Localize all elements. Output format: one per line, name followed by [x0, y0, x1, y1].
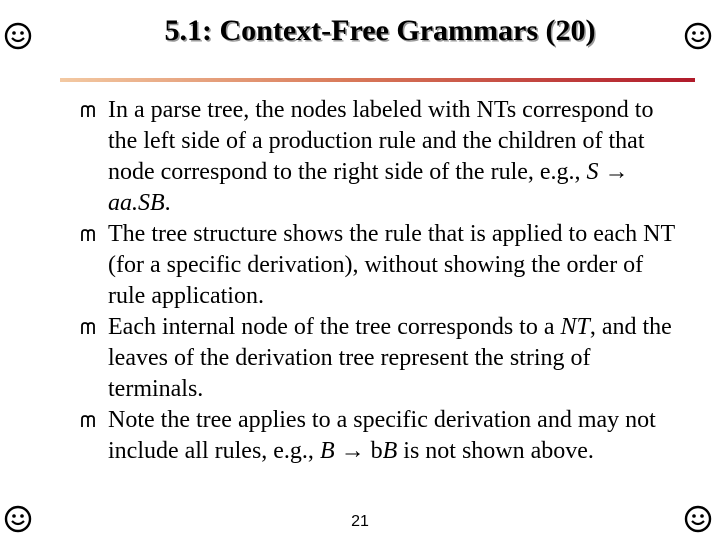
bullet-text: Each internal node of the tree corresponds to a — [108, 314, 561, 340]
bullet-text-end: is not shown above. — [397, 438, 594, 464]
m-bullet-icon — [80, 227, 96, 243]
slide-title: 5.1: Context-Free Grammars (20) — [164, 14, 596, 47]
bullet-item — [80, 95, 680, 219]
bullet-text-end: , and the leaves of the derivation tree represent the string of terminals. — [108, 314, 672, 402]
rule-example-nt: B — [382, 438, 398, 464]
title-divider — [60, 78, 695, 82]
bullet-text: In a parse tree, the nodes labeled with NTs correspond to the left side of a production rule and the children of that node correspond to the right side of the rule, e.g., — [108, 97, 654, 185]
bullet-item — [80, 312, 680, 405]
bullet-item — [80, 219, 680, 312]
bullet-item — [80, 405, 680, 467]
m-bullet-icon — [80, 103, 96, 119]
rule-example-terminal: b — [370, 438, 383, 464]
rule-example: S → aa.SB — [108, 159, 629, 216]
m-bullet-icon — [80, 320, 96, 336]
m-bullet-icon — [80, 413, 96, 429]
rule-example-lhs: B → — [319, 438, 371, 464]
bullet-text-end: . — [164, 190, 171, 216]
nt-term: NT — [560, 314, 590, 340]
bullet-list — [80, 95, 680, 467]
bullet-text: The tree structure shows the rule that is applied to each NT (for a specific derivation), without showing the order of rule application. — [108, 221, 675, 309]
bullet-text: Note the tree applies to a specific derivation and may not include all rules, e.g., — [108, 407, 656, 464]
page-number: 21 — [351, 513, 369, 530]
